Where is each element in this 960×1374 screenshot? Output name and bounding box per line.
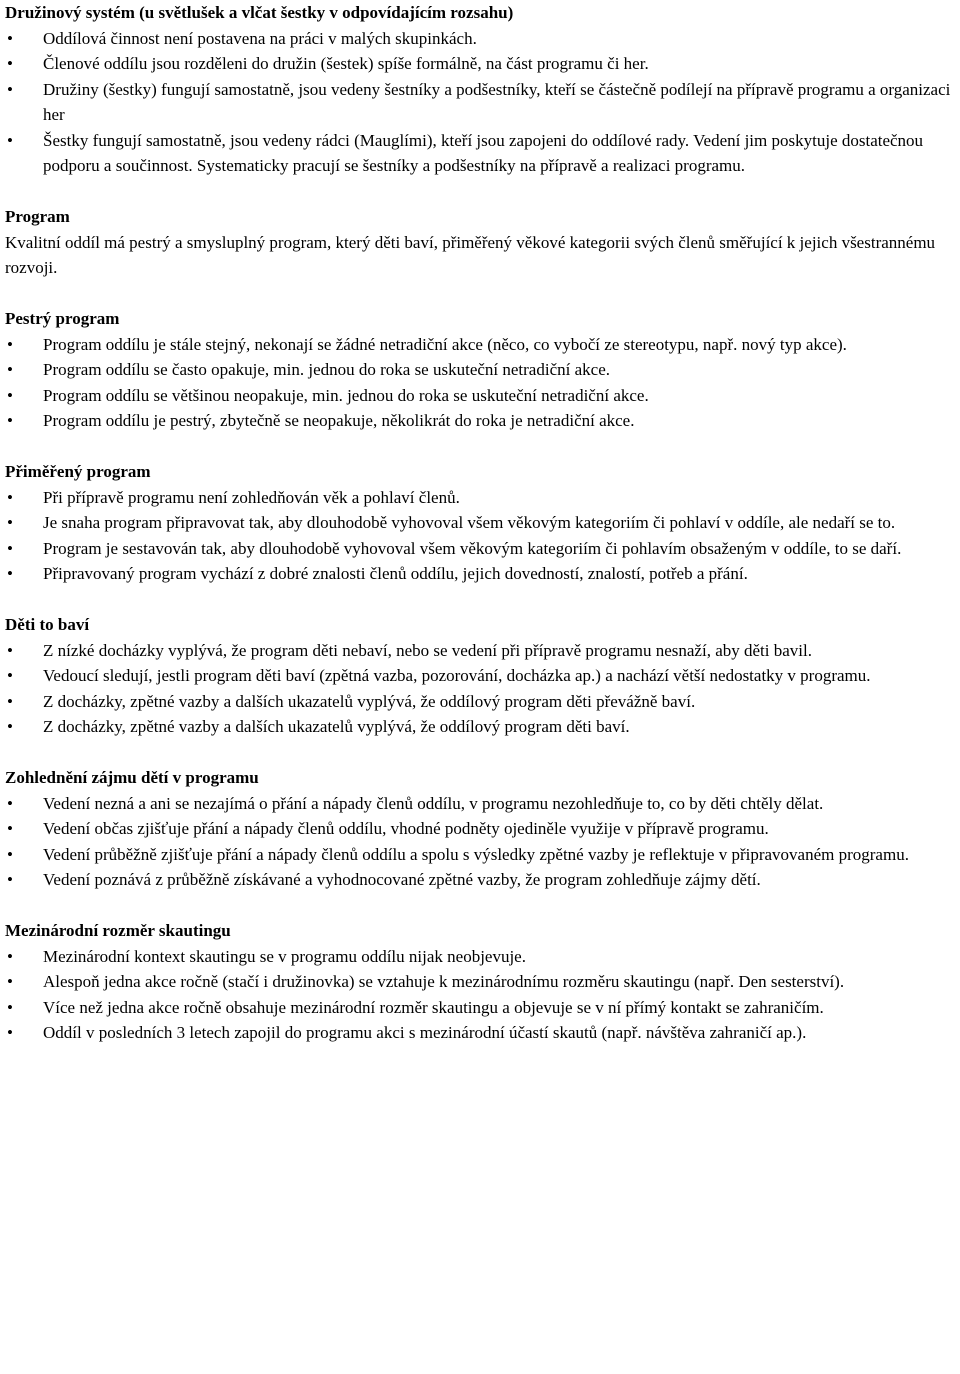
list-item: • Šestky fungují samostatně, jsou vedeny rádci (Mauglími), kteří jsou zapojeni do oddílové rady. Vedení jim poskytuje dostatečnou podporu a součinnost. Systematicky pracují se šestníky a podšestníky na přípravě a realizaci programu.	[5, 128, 960, 179]
section-program	[5, 204, 960, 281]
bullet-list	[5, 332, 960, 434]
list-item: • Vedení průběžně zjišťuje přání a nápady členů oddílu a spolu s výsledky zpětné vazby je reflektuje v připravovaném programu.	[5, 842, 960, 868]
list-item: • Členové oddílu jsou rozděleni do družin (šestek) spíše formálně, na část programu či her.	[5, 51, 960, 77]
list-item: • Oddílová činnost není postavena na práci v malých skupinkách.	[5, 26, 960, 52]
list-item: • Program oddílu je pestrý, zbytečně se neopakuje, několikrát do roka je netradiční akce.	[5, 408, 960, 434]
bullet-list	[5, 485, 960, 587]
list-item: • Z docházky, zpětné vazby a dalších ukazatelů vyplývá, že oddílový program děti baví.	[5, 714, 960, 740]
list-item: • Vedení občas zjišťuje přání a nápady členů oddílu, vhodné podněty ojediněle využije v přípravě programu.	[5, 816, 960, 842]
list-item: • Program je sestavován tak, aby dlouhodobě vyhovoval všem věkovým kategoriím či pohlavím obsaženým v oddíle, to se daří.	[5, 536, 960, 562]
list-item: • Vedoucí sledují, jestli program děti baví (zpětná vazba, pozorování, docházka ap.) a nachází větší nedostatky v programu.	[5, 663, 960, 689]
list-item: • Mezinárodní kontext skautingu se v programu oddílu nijak neobjevuje.	[5, 944, 960, 970]
list-item: • Vedení poznává z průběžně získávané a vyhodnocované zpětné vazby, že program zohledňuje zájmy dětí.	[5, 867, 960, 893]
section-zohledneni-zajmu	[5, 765, 960, 893]
section-primereny-program	[5, 459, 960, 587]
section-pestry-program	[5, 306, 960, 434]
section-druzinovy-system	[5, 0, 960, 179]
bullet-list	[5, 944, 960, 1046]
section-heading: Družinový systém (u světlušek a vlčat šestky v odpovídajícím rozsahu)	[5, 3, 514, 22]
list-item: • Je snaha program připravovat tak, aby dlouhodobě vyhovoval všem věkovým kategoriím či pohlaví v oddíle, ale nedaří se to.	[5, 510, 960, 536]
list-item: • Program oddílu je stále stejný, nekonají se žádné netradiční akce (něco, co vybočí ze stereotypu, např. nový typ akce).	[5, 332, 960, 358]
list-item: • Oddíl v posledních 3 letech zapojil do programu akci s mezinárodní účastí skautů (např. návštěva zahraničí ap.).	[5, 1020, 960, 1046]
list-item: • Program oddílu se často opakuje, min. jednou do roka se uskuteční netradiční akce.	[5, 357, 960, 383]
section-heading: Děti to baví	[5, 615, 90, 634]
list-item: • Alespoň jedna akce ročně (stačí i družinovka) se vztahuje k mezinárodnímu rozměru skautingu (např. Den sesterství).	[5, 969, 960, 995]
list-item: • Z docházky, zpětné vazby a dalších ukazatelů vyplývá, že oddílový program děti převážně baví.	[5, 689, 960, 715]
section-heading: Přiměřený program	[5, 462, 151, 481]
section-heading: Zohlednění zájmu dětí v programu	[5, 768, 259, 787]
section-mezinarodni-rozmer	[5, 918, 960, 1046]
section-deti-to-bavi	[5, 612, 960, 740]
list-item: • Připravovaný program vychází z dobré znalosti členů oddílu, jejich dovedností, znalostí, potřeb a přání.	[5, 561, 960, 587]
section-paragraph: Kvalitní oddíl má pestrý a smysluplný program, který děti baví, přiměřený věkové kategorii svých členů směřující k jejich všestrannému rozvoji.	[5, 232, 936, 277]
bullet-list	[5, 791, 960, 893]
section-heading: Mezinárodní rozměr skautingu	[5, 921, 231, 940]
list-item: • Více než jedna akce ročně obsahuje mezinárodní rozměr skautingu a objevuje se v ní přímý kontakt se zahraničím.	[5, 995, 960, 1021]
section-heading: Program	[5, 207, 70, 226]
section-heading: Pestrý program	[5, 309, 120, 328]
list-item: • Vedení nezná a ani se nezajímá o přání a nápady členů oddílu, v programu nezohledňuje to, co by děti chtěly dělat.	[5, 791, 960, 817]
list-item: • Z nízké docházky vyplývá, že program děti nebaví, nebo se vedení při přípravě programu nesnaží, aby děti bavil.	[5, 638, 960, 664]
bullet-list	[5, 26, 960, 179]
list-item: • Program oddílu se většinou neopakuje, min. jednou do roka se uskuteční netradiční akce.	[5, 383, 960, 409]
list-item: • Družiny (šestky) fungují samostatně, jsou vedeny šestníky a podšestníky, kteří se částečně podílejí na přípravě programu a organizaci her	[5, 77, 960, 128]
bullet-list	[5, 638, 960, 740]
list-item: • Při přípravě programu není zohledňován věk a pohlaví členů.	[5, 485, 960, 511]
